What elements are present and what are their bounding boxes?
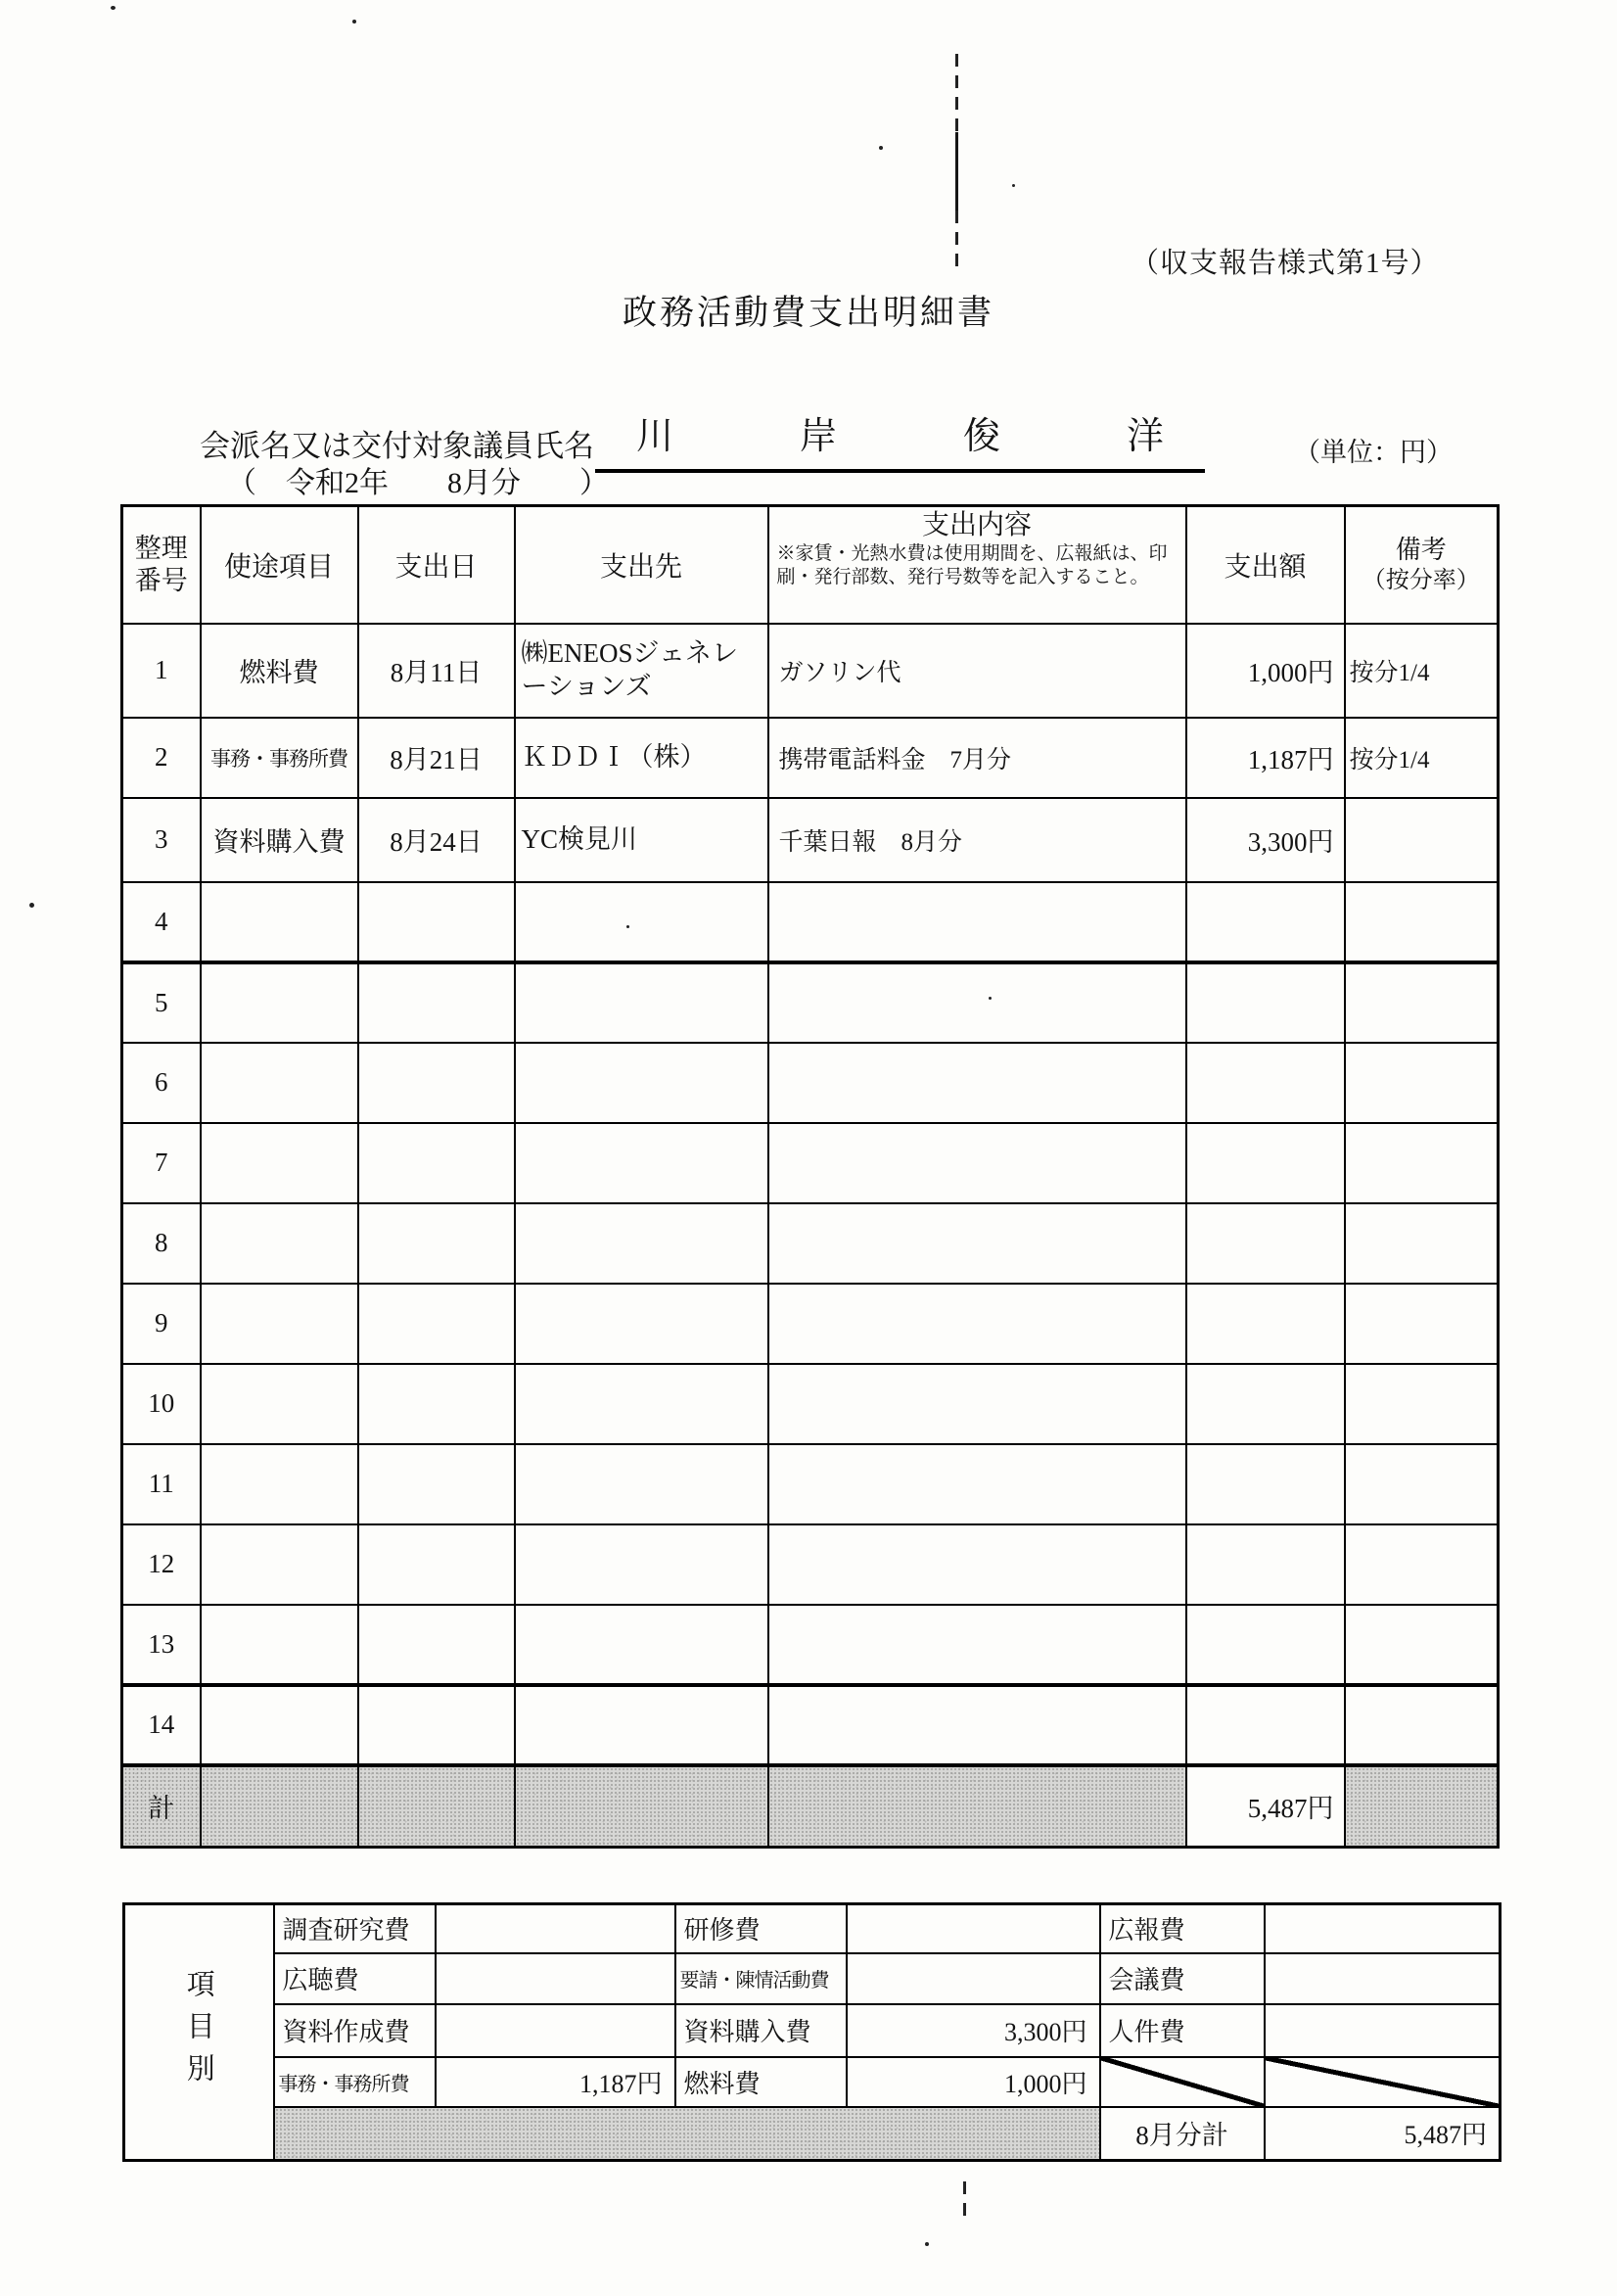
expense-rows <box>122 624 1499 1765</box>
table-header-row <box>122 506 1499 624</box>
summary-side-label: 項目別 <box>124 1904 274 2161</box>
cell-no: 14 <box>122 1685 201 1765</box>
expense-row <box>122 718 1499 798</box>
expense-row <box>122 1685 1499 1765</box>
cell-payee <box>515 1685 768 1765</box>
summary-label-cell: 調査研究費 <box>274 1904 436 1953</box>
cell-note <box>1345 1203 1499 1284</box>
header-category: 使途項目 <box>201 506 358 624</box>
cell-content <box>768 1524 1186 1605</box>
cell-no: 8 <box>122 1203 201 1284</box>
summary-row <box>124 2057 1501 2107</box>
form-number-note: （収支報告様式第1号） <box>1131 248 1440 279</box>
cell-date <box>358 882 515 962</box>
expense-row <box>122 1123 1499 1203</box>
header-note-title: 備考 <box>1395 535 1447 564</box>
diagonal-cell <box>1100 2057 1265 2107</box>
header-content-title: 支出内容 <box>921 510 1032 540</box>
header-content-note: ※家賃・光熱水費は使用期間を、広報紙は、印刷・発行部数、発行号数等を記入すること。 <box>776 542 1168 588</box>
cell-category <box>201 962 358 1043</box>
header-note-sub: （按分率） <box>1362 568 1480 593</box>
cell-no: 11 <box>122 1444 201 1524</box>
cell-note <box>1345 1524 1499 1605</box>
summary-total-value: 5,487円 <box>1265 2107 1501 2161</box>
cell-note <box>1345 1685 1499 1765</box>
tone-cell <box>515 1765 768 1848</box>
summary-by-item-table <box>122 1902 1502 2162</box>
cell-content: 千葉日報 8月分 <box>768 798 1186 882</box>
cell-amount <box>1186 1524 1345 1605</box>
cell-amount <box>1186 1284 1345 1364</box>
summary-total-label: 8月分計 <box>1100 2107 1265 2161</box>
cell-content <box>768 1605 1186 1685</box>
cell-content <box>768 1444 1186 1524</box>
expense-row <box>122 1605 1499 1685</box>
cell-category <box>201 1685 358 1765</box>
cell-content: 携帯電話料金 7月分 <box>768 718 1186 798</box>
cell-amount: 1,187円 <box>1186 718 1345 798</box>
tone-cell <box>768 1765 1186 1848</box>
cell-no: 5 <box>122 962 201 1043</box>
cell-payee <box>515 1284 768 1364</box>
expense-row <box>122 882 1499 962</box>
cell-date <box>358 1123 515 1203</box>
cell-content <box>768 1364 1186 1444</box>
cell-date <box>358 1203 515 1284</box>
cell-category <box>201 1284 358 1364</box>
cell-category <box>201 1524 358 1605</box>
scan-artifact-line <box>955 54 958 132</box>
cell-date <box>358 1524 515 1605</box>
cell-payee <box>515 882 768 962</box>
scan-speck <box>925 2242 929 2246</box>
expense-row <box>122 1203 1499 1284</box>
member-name-label: 会派名又は交付対象議員氏名 <box>200 429 594 463</box>
summary-label-cell: 燃料費 <box>675 2057 847 2107</box>
cell-payee <box>515 1123 768 1203</box>
summary-row <box>124 1904 1501 1953</box>
expense-row <box>122 1284 1499 1364</box>
summary-value-cell <box>436 2004 675 2057</box>
report-period: （ 令和2年 8月分 ） <box>227 467 609 499</box>
cell-category <box>201 1123 358 1203</box>
cell-note <box>1345 1364 1499 1444</box>
member-name-value: 川 岸 俊 洋 <box>595 405 1205 473</box>
cell-date <box>358 1444 515 1524</box>
cell-payee <box>515 1364 768 1444</box>
cell-payee <box>515 1444 768 1524</box>
cell-no: 13 <box>122 1605 201 1685</box>
header-payee: 支出先 <box>515 506 768 624</box>
cell-note <box>1345 882 1499 962</box>
cell-date <box>358 1043 515 1123</box>
cell-category <box>201 882 358 962</box>
cell-note: 按分1/4 <box>1345 718 1499 798</box>
page-title: 政務活動費支出明細書 <box>622 294 994 332</box>
expense-row <box>122 624 1499 718</box>
cell-content <box>768 1123 1186 1203</box>
scan-speck <box>111 6 116 10</box>
cell-category <box>201 1364 358 1444</box>
tone-cell <box>358 1765 515 1848</box>
expense-detail-table <box>120 504 1500 1849</box>
cell-date <box>358 1605 515 1685</box>
summary-value-cell <box>436 1953 675 2004</box>
cell-no: 7 <box>122 1123 201 1203</box>
cell-no: 9 <box>122 1284 201 1364</box>
cell-no: 1 <box>122 624 201 718</box>
header-date: 支出日 <box>358 506 515 624</box>
cell-amount <box>1186 1123 1345 1203</box>
cell-content <box>768 1043 1186 1123</box>
cell-no: 3 <box>122 798 201 882</box>
cell-payee <box>515 1043 768 1123</box>
summary-label-cell: 広聴費 <box>274 1953 436 2004</box>
cell-note <box>1345 1284 1499 1364</box>
cell-payee <box>515 1524 768 1605</box>
summary-value-cell <box>1265 1953 1501 2004</box>
unit-note: （単位：円） <box>1294 438 1453 467</box>
expense-row <box>122 1364 1499 1444</box>
cell-category: 燃料費 <box>201 624 358 718</box>
cell-amount <box>1186 1364 1345 1444</box>
cell-payee: YC検見川 <box>515 798 768 882</box>
expense-row <box>122 1043 1499 1123</box>
header-content <box>768 506 1186 624</box>
cell-note <box>1345 962 1499 1043</box>
cell-note: 按分1/4 <box>1345 624 1499 718</box>
cell-amount <box>1186 962 1345 1043</box>
scan-speck <box>352 20 356 23</box>
cell-no: 6 <box>122 1043 201 1123</box>
cell-amount <box>1186 1203 1345 1284</box>
cell-no: 10 <box>122 1364 201 1444</box>
cell-category <box>201 1605 358 1685</box>
cell-content <box>768 1685 1186 1765</box>
cell-date: 8月24日 <box>358 798 515 882</box>
cell-no: 12 <box>122 1524 201 1605</box>
cell-payee <box>515 962 768 1043</box>
cell-payee <box>515 1605 768 1685</box>
cell-category: 事務・事務所費 <box>201 718 358 798</box>
tone-cell <box>1345 1765 1499 1848</box>
cell-category <box>201 1203 358 1284</box>
cell-amount <box>1186 1605 1345 1685</box>
scan-speck <box>879 146 883 150</box>
total-amount-cell: 5,487円 <box>1186 1765 1345 1848</box>
cell-content <box>768 1284 1186 1364</box>
cell-content: ガソリン代 <box>768 624 1186 718</box>
cell-category <box>201 1444 358 1524</box>
cell-content <box>768 882 1186 962</box>
expense-row <box>122 798 1499 882</box>
summary-value-cell: 1,000円 <box>847 2057 1100 2107</box>
expense-row <box>122 1444 1499 1524</box>
cell-note <box>1345 1123 1499 1203</box>
summary-label-cell: 会議費 <box>1100 1953 1265 2004</box>
expense-row <box>122 1524 1499 1605</box>
summary-total-row <box>124 2107 1501 2161</box>
summary-label-cell: 事務・事務所費 <box>274 2057 436 2107</box>
summary-label-cell: 広報費 <box>1100 1904 1265 1953</box>
summary-label-cell: 人件費 <box>1100 2004 1265 2057</box>
cell-content <box>768 1203 1186 1284</box>
summary-value-cell: 1,187円 <box>436 2057 675 2107</box>
summary-label-cell: 要請・陳情活動費 <box>675 1953 847 2004</box>
scan-artifact-line <box>955 211 958 269</box>
cell-date <box>358 962 515 1043</box>
cell-note <box>1345 1444 1499 1524</box>
cell-amount <box>1186 882 1345 962</box>
cell-amount: 1,000円 <box>1186 624 1345 718</box>
cell-note <box>1345 1043 1499 1123</box>
tone-filler-cell <box>274 2107 1100 2161</box>
cell-content <box>768 962 1186 1043</box>
header-amount: 支出額 <box>1186 506 1345 624</box>
cell-date <box>358 1364 515 1444</box>
total-row <box>122 1765 1499 1848</box>
summary-value-cell: 3,300円 <box>847 2004 1100 2057</box>
tone-cell <box>201 1765 358 1848</box>
total-label-cell: 計 <box>122 1765 201 1848</box>
summary-label-cell: 資料作成費 <box>274 2004 436 2057</box>
cell-date <box>358 1284 515 1364</box>
cell-amount <box>1186 1444 1345 1524</box>
cell-payee: ㈱ENEOSジェネレーションズ <box>515 624 768 718</box>
total-section <box>122 1765 1499 1848</box>
summary-value-cell <box>436 1904 675 1953</box>
diagonal-cell <box>1265 2057 1501 2107</box>
cell-amount <box>1186 1043 1345 1123</box>
scan-artifact-line <box>963 2181 966 2221</box>
summary-row <box>124 1953 1501 2004</box>
cell-payee: ＫＤＤＩ（株） <box>515 718 768 798</box>
cell-amount: 3,300円 <box>1186 798 1345 882</box>
cell-amount <box>1186 1685 1345 1765</box>
scan-speck <box>1012 184 1015 187</box>
summary-value-cell <box>1265 1904 1501 1953</box>
cell-note <box>1345 1605 1499 1685</box>
cell-category: 資料購入費 <box>201 798 358 882</box>
header-no: 整理番号 <box>122 506 201 624</box>
summary-value-cell <box>847 1904 1100 1953</box>
scan-speck <box>29 903 34 908</box>
summary-row <box>124 2004 1501 2057</box>
cell-note <box>1345 798 1499 882</box>
cell-no: 4 <box>122 882 201 962</box>
summary-label-cell: 研修費 <box>675 1904 847 1953</box>
header-note <box>1345 506 1499 624</box>
cell-date <box>358 1685 515 1765</box>
summary-label-cell: 資料購入費 <box>675 2004 847 2057</box>
expense-row <box>122 962 1499 1043</box>
summary-value-cell <box>847 1953 1100 2004</box>
scan-artifact-line <box>955 132 958 211</box>
cell-payee <box>515 1203 768 1284</box>
cell-date: 8月11日 <box>358 624 515 718</box>
cell-category <box>201 1043 358 1123</box>
summary-value-cell <box>1265 2004 1501 2057</box>
cell-date: 8月21日 <box>358 718 515 798</box>
cell-no: 2 <box>122 718 201 798</box>
